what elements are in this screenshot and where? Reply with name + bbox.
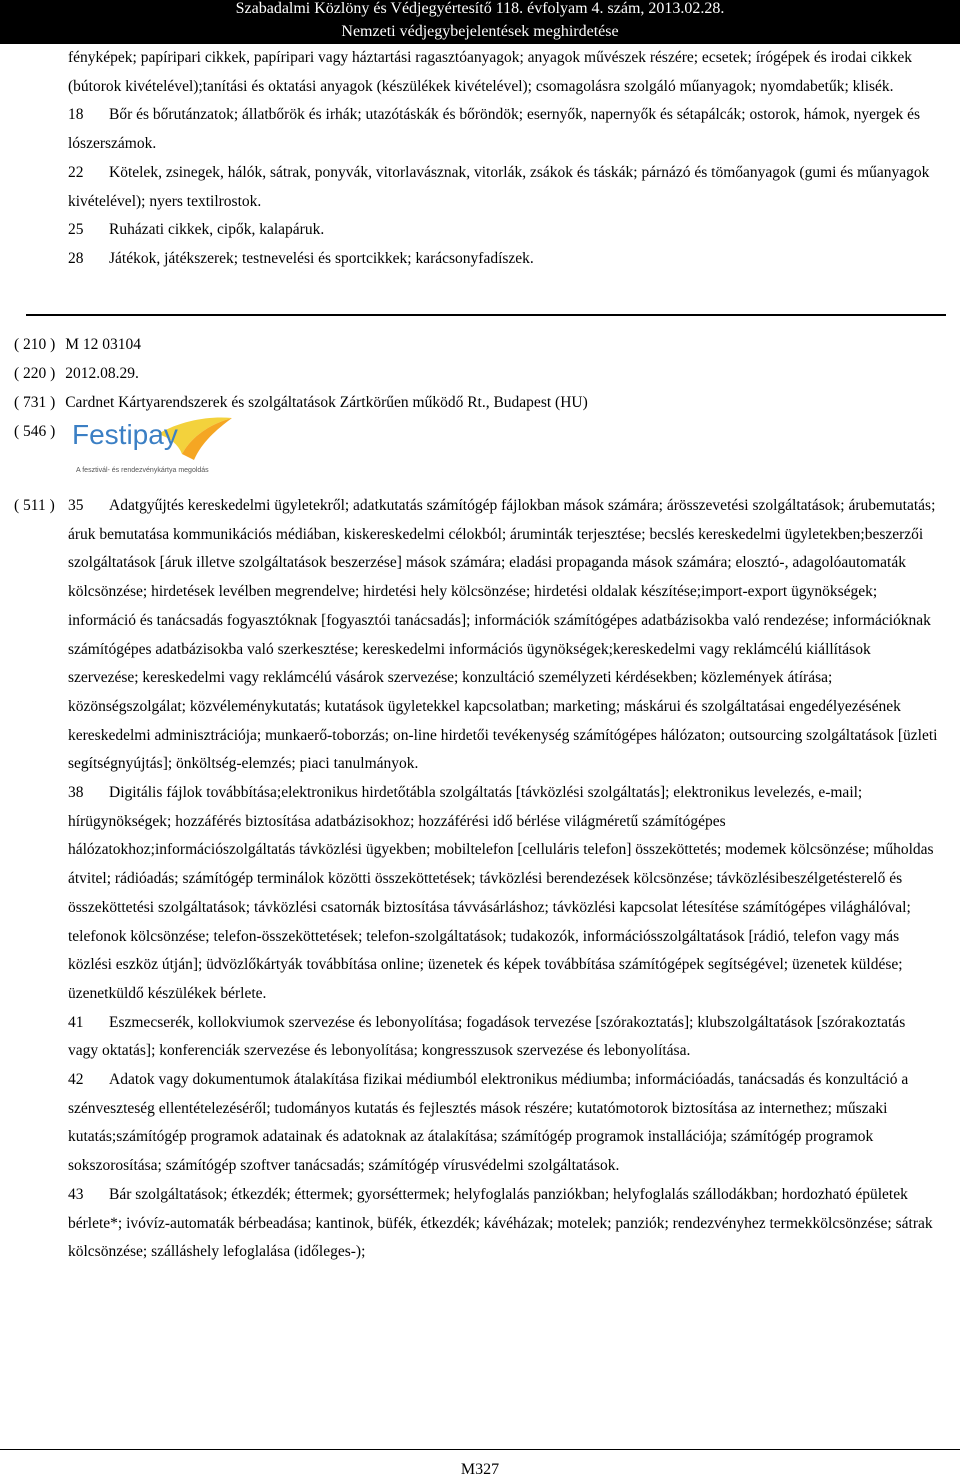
class-number: 38 bbox=[68, 784, 84, 802]
field-511-code: ( 511 ) bbox=[14, 497, 55, 514]
section-title: Nemzeti védjegybejelentések meghirdetése bbox=[341, 23, 619, 40]
class-text: Bőr és bőrutánzatok; állatbőrök és irhák; utazótáskák és bőröndök; esernyők, napernyők és sétapálcák; ostorok, hámok, nyergek és lószerszámok. bbox=[68, 106, 921, 153]
footer-rule bbox=[0, 1449, 960, 1450]
class-number: 25 bbox=[68, 221, 84, 239]
class-entry bbox=[68, 216, 938, 245]
class-entry bbox=[68, 1181, 938, 1267]
class-text: Kötelek, zsinegek, hálók, sátrak, ponyvák, vitorlavásznak, vitorlák, zsákok és táskák; párnázó és tömőanyagok (gumi és műanyagok kivételével); nyers textilrostok. bbox=[68, 163, 930, 210]
class-text: Ruházati cikkek, cipők, kalapáruk. bbox=[109, 221, 325, 239]
class-number: 35 bbox=[68, 497, 84, 514]
field-731-applicant bbox=[14, 388, 588, 417]
class-number: 28 bbox=[68, 249, 84, 267]
class-entry bbox=[68, 779, 938, 1009]
class-text: Digitális fájlok továbbítása;elektronikus hirdetőtábla szolgáltatás [távközlési szolgáltatás]; elektronikus levelezés, e-mail; hírügynökségek; hozzáférés biztosítása adatbázisokhoz; hozzáférési idő bérlése világméretű számítógépes hálózatokhoz;információszolgáltatás távközlési ügyekben; mobiltelefon [celluláris telefon] összeköttetés; modemek kölcsönzése; műholdas átvitel; rádióadás; számítógép terminálok közötti összeköttetések; távközlési berendezések kölcsönzése; távközlésibeszélgetésterelő és összeköttetési szolgáltatások; távközlési csatornák biztosítása távvásárláshoz; távközlési kapcsolat létesítése számítógépes világhálóval; telefonok kölcsönzése; telefon-összeköttetések; telefon-szolgáltatások; tudakozók, információsszolgáltatások [rádió, telefon vagy más közlési eszköz útján]; üdvözlőkártyák továbbítása online; üzenetek és képek továbbítása számítógépek segítségével; üzenetek küldése; üzenetküldő készülékek bérlete. bbox=[68, 784, 934, 1002]
field-546-mark-image bbox=[14, 417, 61, 446]
continued-intro-text: fényképek; papíripari cikkek, papíripari vagy háztartási ragasztóanyagok; anyagok művészek részére; ecsetek; írógépek és irodai cikkek (bútorok kivételével);tanítási és oktatási anyagok (készülékek kivételével); csomagolásra szolgáló műanyagok; nyomdabetűk; klisék. bbox=[68, 49, 912, 95]
journal-header bbox=[0, 0, 960, 44]
continued-goods-list bbox=[68, 44, 938, 274]
field-code: ( 220 ) bbox=[14, 365, 56, 382]
class-number: 22 bbox=[68, 163, 84, 181]
class-entry bbox=[68, 1009, 938, 1066]
class-number: 18 bbox=[68, 106, 84, 124]
class-text: Adatok vagy dokumentumok átalakítása fizikai médiumból elektronikus médiumba; információadás, tanácsadás és konzultáció a szénveszteség ellentételezéséről; tudományos kutatás és fejlesztés mások részére; kutatómotorok biztosítása az internethez; műszaki kutatás;számítógép programok adatainak és adatoknak az átalakítása; számítógép programok installációja; számítógép programok sokszorosítása; számítógép szoftver tanácsadás; számítógép vírusvédelmi szolgáltatások. bbox=[68, 1071, 909, 1175]
record-separator bbox=[26, 314, 946, 316]
class-number: 41 bbox=[68, 1013, 84, 1031]
field-code: ( 546 ) bbox=[14, 423, 56, 440]
field-value: 2012.08.29. bbox=[65, 365, 139, 382]
field-220-filing-date bbox=[14, 359, 139, 388]
field-511-goods-services bbox=[68, 492, 938, 1267]
class-entry bbox=[68, 245, 938, 274]
class-text: Eszmecserék, kollokviumok szervezése és lebonyolítása; fogadások tervezése [szórakoztatás]; klubszolgáltatások [szórakoztatás vagy oktatás]; konferenciák szervezése és lebonyolítása; kongresszusok szervezése és lebonyolítása. bbox=[68, 1013, 906, 1060]
logo-wordmark: Festipay bbox=[72, 419, 178, 450]
field-value: Cardnet Kártyarendszerek és szolgáltatások Zártkörűen működő Rt., Budapest (HU) bbox=[65, 394, 588, 411]
class-entry bbox=[68, 492, 938, 779]
class-number: 43 bbox=[68, 1185, 84, 1203]
class-entry bbox=[68, 101, 938, 158]
class-entry bbox=[68, 1066, 938, 1181]
class-entry bbox=[68, 159, 938, 216]
field-code: ( 210 ) bbox=[14, 336, 56, 353]
journal-title: Szabadalmi Közlöny és Védjegyértesítő 118. évfolyam 4. szám, 2013.02.28. bbox=[235, 0, 725, 17]
logo-tagline: A fesztivál- és rendezvénykártya megoldás bbox=[76, 467, 209, 474]
field-code: ( 731 ) bbox=[14, 394, 56, 411]
class-text: Bár szolgáltatások; étkezdék; éttermek; gyorséttermek; helyfoglalás panziókban; helyfoglalás szállodákban; hordozható épületek bérlete*; ivóvíz-automaták bérbeadása; kantinok, büfék, étkezdék; kávéházak; motelek; panziók; rendezvényhez termekkölcsönzése; sátrak kölcsönzése; szálláshely lefoglalása (időleges-); bbox=[68, 1185, 933, 1261]
field-210-application-number bbox=[14, 330, 141, 359]
festipay-logo bbox=[70, 414, 235, 476]
class-number: 42 bbox=[68, 1071, 84, 1089]
field-value: M 12 03104 bbox=[65, 336, 141, 353]
class-text: Játékok, játékszerek; testnevelési és sportcikkek; karácsonyfadíszek. bbox=[109, 249, 534, 267]
class-text: Adatgyűjtés kereskedelmi ügyletekről; adatkutatás számítógép fájlokban mások számára; árösszevetési szolgáltatások; árubemutatás; áruk bemutatása kommunikációs médiában, kiskereskedelmi célokból; áruminták terjesztése; becslés kereskedelmi ügyletekben;beszerzői szolgáltatások [áruk illetve szolgáltatások beszerzése] mások számára; eladási propaganda mások számára; elosztó-, adagolóautomaták kölcsönzése; hirdetések levélben megrendelve; hirdetési hely kölcsönzése; hirdetési oldalak készítése;import-export ügynökségek; információ és tanácsadás fogyasztóknak [fogyasztói tanácsadás]; információk számítógépes adatbázisokba való rendezése; információknak számítógépes adatbázisokba való szerkesztése; kereskedelmi információs ügynökségek;kereskedelmi vagy reklámcélú kiállítások szervezése; kereskedelmi vagy reklámcélú vásárok szervezése; konzultáció személyzeti kérdésekben; közlemények átírása; közönségszolgálat; közvéleménykutatás; kutatások ügyletekkel kapcsolatban; marketing; máskárui és szolgáltatásai engedélyezésének kereskedelmi adminisztrációja; munkaerő-toborzás; on-line hirdetői tevékenység számítógépes hálózaton; outsourcing szolgáltatások [üzleti segítségnyújtás]; önköltség-elemzés; piaci tanulmányok. bbox=[68, 497, 938, 773]
page-number: M327 bbox=[460, 1461, 500, 1478]
